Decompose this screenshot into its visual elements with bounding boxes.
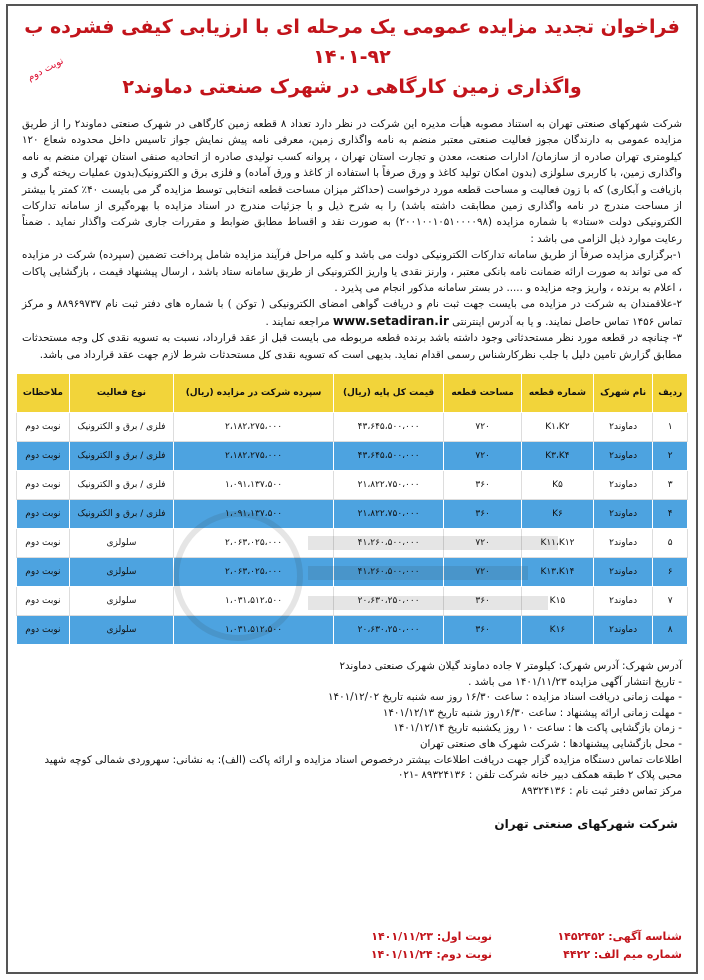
- detail-line: - مهلت زمانی ارائه پیشنهاد : ساعت ۱۶/۳۰روز شنبه تاریخ ۱۴۰۱/۱۲/۱۳: [382, 706, 682, 719]
- cell-base-price: ۲۰،۶۳۰،۲۵۰،۰۰۰: [334, 616, 444, 645]
- ad-meta: [22, 924, 682, 964]
- cell-notes: نوبت دوم: [17, 500, 70, 529]
- detail-line: مرکز تماس دفتر ثبت نام : ۸۹۳۲۴۱۳۶: [521, 784, 682, 797]
- table-row: [17, 442, 688, 471]
- table-header-row: [17, 374, 688, 413]
- header-base-price: قیمت کل پایه (ریال): [334, 374, 444, 413]
- cell-plot-no: K۱۱،K۱۲: [522, 529, 594, 558]
- cell-activity: سلولزی: [69, 529, 173, 558]
- cell-activity: سلولزی: [69, 616, 173, 645]
- cell-notes: نوبت دوم: [17, 442, 70, 471]
- cell-row-no: ۸: [653, 616, 688, 645]
- detail-line: - محل بازگشایی پیشنهادها : شرکت شهرک های صنعتی تهران: [420, 738, 682, 751]
- cell-plot-no: K۵: [522, 471, 594, 500]
- title-line-1: فراخوان تجدید مزایده عمومی یک مرحله ای با ارزیابی کیفی فشرده ب ۹۲-۱۴۰۱: [24, 16, 680, 68]
- condition-2: [22, 296, 682, 330]
- ad-second-run: نوبت دوم: ۱۴۰۱/۱۱/۲۴: [370, 948, 492, 961]
- condition-2-end: مراجعه نمایند .: [265, 315, 330, 328]
- cell-base-price: ۴۱،۲۶۰،۵۰۰،۰۰۰: [334, 558, 444, 587]
- cell-activity: فلزی / برق و الکترونیک: [69, 471, 173, 500]
- cell-deposit: ۱،۰۹۱،۱۳۷،۵۰۰: [174, 500, 334, 529]
- cell-plot-no: K۱،K۲: [522, 413, 594, 442]
- cell-area: ۳۶۰: [444, 616, 522, 645]
- cell-area: ۷۲۰: [444, 529, 522, 558]
- table-row: [17, 500, 688, 529]
- cell-deposit: ۲،۱۸۲،۲۷۵،۰۰۰: [174, 442, 334, 471]
- cell-base-price: ۴۳،۶۴۵،۵۰۰،۰۰۰: [334, 413, 444, 442]
- detail-line: - مهلت زمانی دریافت اسناد مزایده : ساعت ۱۶/۳۰ روز سه شنبه تاریخ ۱۴۰۱/۱۲/۰۲: [328, 691, 682, 704]
- cell-town: دماوند۲: [593, 500, 653, 529]
- cell-deposit: ۱،۰۳۱،۵۱۲،۵۰۰: [174, 587, 334, 616]
- ad-first-run: نوبت اول: ۱۴۰۱/۱۱/۲۳: [371, 930, 492, 943]
- cell-base-price: ۲۱،۸۲۲،۷۵۰،۰۰۰: [334, 500, 444, 529]
- cell-deposit: ۱،۰۳۱،۵۱۲،۵۰۰: [174, 616, 334, 645]
- plots-table: [16, 373, 688, 645]
- table-row: [17, 616, 688, 645]
- cell-plot-no: K۱۳،K۱۴: [522, 558, 594, 587]
- cell-deposit: ۲،۱۸۲،۲۷۵،۰۰۰: [174, 413, 334, 442]
- cell-town: دماوند۲: [593, 529, 653, 558]
- cell-area: ۳۶۰: [444, 471, 522, 500]
- cell-base-price: ۲۱،۸۲۲،۷۵۰،۰۰۰: [334, 471, 444, 500]
- cell-row-no: ۲: [653, 442, 688, 471]
- header-notes: ملاحظات: [17, 374, 70, 413]
- cell-base-price: ۴۱،۲۶۰،۵۰۰،۰۰۰: [334, 529, 444, 558]
- condition-2-start: ۲-علاقمندان به شرکت در مزایده می بایست جهت ثبت نام و دریافت گواهی امضای الکترونیکی ( توکن ) با شماره های دفتر ثبت نام ۸۸۹۶۹۷۳۷ و مرکز تماس ۱۴۵۶ تماس حاصل نمایند. و یا به آدرس اینترنتی: [22, 298, 682, 328]
- website-link[interactable]: www.setadiran.ir: [332, 313, 449, 328]
- cell-notes: نوبت دوم: [17, 471, 70, 500]
- detail-line: اطلاعات تماس دستگاه مزایده گزار جهت دریافت اطلاعات بیشتر درخصوص اسناد مزایده و ارائه پاکت (الف): به نشانی: سهروردی شمالی کوچه شهید محبی پلاک ۲ طبقه همکف دبیر خانه شرکت تلفن : ۸۹۳۲۴۱۳۶ -۰۲۱: [44, 753, 682, 782]
- cell-base-price: ۴۳،۶۴۵،۵۰۰،۰۰۰: [334, 442, 444, 471]
- details-section: [8, 659, 696, 799]
- cell-notes: نوبت دوم: [17, 587, 70, 616]
- detail-line: - زمان بازگشایی پاکت ها : ساعت ۱۰ روز یکشنبه تاریخ ۱۴۰۱/۱۲/۱۴: [393, 722, 682, 735]
- cell-notes: نوبت دوم: [17, 413, 70, 442]
- title-line-2: واگذاری زمین کارگاهی در شهرک صنعتی دماوند۲: [122, 76, 582, 98]
- header: [8, 12, 696, 102]
- table-row: [17, 471, 688, 500]
- ad-ids: [557, 928, 682, 964]
- announcement-body: [8, 116, 696, 363]
- second-run-badge: نوبت دوم: [25, 55, 66, 84]
- cell-plot-no: K۱۶: [522, 616, 594, 645]
- cell-row-no: ۴: [653, 500, 688, 529]
- cell-activity: فلزی / برق و الکترونیک: [69, 500, 173, 529]
- ad-id: شناسه آگهی: ۱۴۵۲۴۵۲: [557, 930, 682, 943]
- header-area: مساحت قطعه: [444, 374, 522, 413]
- cell-row-no: ۵: [653, 529, 688, 558]
- cell-town: دماوند۲: [593, 587, 653, 616]
- header-plot-no: شماره قطعه: [522, 374, 594, 413]
- detail-line: - تاریخ انتشار آگهی مزایده ۱۴۰۱/۱۱/۲۳ می باشد .: [468, 675, 682, 688]
- cell-town: دماوند۲: [593, 413, 653, 442]
- cell-town: دماوند۲: [593, 616, 653, 645]
- cell-notes: نوبت دوم: [17, 558, 70, 587]
- cell-town: دماوند۲: [593, 471, 653, 500]
- detail-line: آدرس شهرک: آدرس شهرک: کیلومتر ۷ جاده دماوند گیلان شهرک صنعتی دماوند۲: [339, 660, 682, 673]
- intro-paragraph: شرکت شهرکهای صنعتی تهران به استناد مصوبه هیأت مدیره این شرکت در نظر دارد تعداد ۸ قطعه زمین کارگاهی در شهرک صنعتی دماوند۲ را از طریق مزایده عمومی به دارندگان مجوز فعالیت صنعتی معتبر منضم به نامه واگذاری زمین، معرفی نامه پیش نمایش جواز تاسیس داخل محدوده شعاع ۱۲۰ کیلومتری تهران صادره از سازمان/ ادارات صنعت، معدن و تجارت استان تهران ، پروانه کسب تولیدی صادره از اتحادیه صنفی استان تهران منضم به نامه واگذاری زمین، با کاربری سلولزی (بدون امکان تولید کاغذ و ورق صرفاً با استفاده از کاغذ و ورق آماده) و فلزی برق و الکترونیک(بدون عملیات ریخته گری و بازیافت و آبکاری) که با زون فعالیت و مساحت قطعه مورد درخواست (حداکثر میزان مساحت قطعه انتخابی توسط مزایده گر می بایست ۴۰٪ کمتر یا بیشتر از مساحت مندرج در نامه واگذاری زمین مطابقت داشته باشد) را به شرح ذیل و با جزئیات مندرج در اسناد مزایده با بهره‌گیری از سامانه تدارکات الکترونیکی دولت «ستاد» با شماره مزایده (۲۰۰۱۰۰۱۰۵۱۰۰۰۰۹۸) به صورت نقد و اقساط مطابق ضوابط و مقررات جاری شرکت واگذار نماید . ضمناً رعایت موارد ذیل الزامی می باشد :: [22, 118, 682, 245]
- announcement-page: [6, 4, 698, 974]
- plots-table-wrapper: [16, 373, 688, 645]
- cell-activity: فلزی / برق و الکترونیک: [69, 413, 173, 442]
- cell-area: ۷۲۰: [444, 558, 522, 587]
- cell-notes: نوبت دوم: [17, 616, 70, 645]
- table-row: [17, 413, 688, 442]
- cell-area: ۳۶۰: [444, 587, 522, 616]
- cell-plot-no: K۶: [522, 500, 594, 529]
- condition-1: ۱-برگزاری مزایده صرفاً از طریق سامانه تدارکات الکترونیکی دولت می باشد و کلیه مراحل فرآیند مزایده شامل پرداخت تضمین (سپرده) شرکت در مزایده که می تواند به صورت ارائه ضمانت نامه بانکی معتبر ، وارنز نقدی یا واریز الکترونیکی از طریق سامانه ستاد باشد ، ارسال پیشنهاد قیمت ، بازگشایی پاکات ، اعلام به برنده ، واریز وجه مزایده و ..... در بستر سامانه مذکور انجام می پذیرد .: [22, 249, 682, 295]
- ad-permit: شماره میم الف: ۴۴۲۲: [563, 948, 682, 961]
- header-deposit: سپرده شرکت در مزایده (ریال): [174, 374, 334, 413]
- cell-deposit: ۱،۰۹۱،۱۳۷،۵۰۰: [174, 471, 334, 500]
- cell-row-no: ۱: [653, 413, 688, 442]
- cell-town: دماوند۲: [593, 558, 653, 587]
- cell-town: دماوند۲: [593, 442, 653, 471]
- company-signature: شرکت شهرکهای صنعتی تهران: [494, 817, 678, 832]
- header-town: نام شهرک: [593, 374, 653, 413]
- table-row: [17, 587, 688, 616]
- cell-row-no: ۷: [653, 587, 688, 616]
- cell-base-price: ۲۰،۶۳۰،۲۵۰،۰۰۰: [334, 587, 444, 616]
- cell-area: ۳۶۰: [444, 500, 522, 529]
- cell-area: ۷۲۰: [444, 413, 522, 442]
- cell-activity: فلزی / برق و الکترونیک: [69, 442, 173, 471]
- cell-notes: نوبت دوم: [17, 529, 70, 558]
- cell-deposit: ۲،۰۶۳،۰۲۵،۰۰۰: [174, 558, 334, 587]
- condition-3: ۳- چنانچه در قطعه مورد نظر مستحدثاتی وجود داشته باشد برنده قطعه مربوطه می بایست قبل از عقد قرارداد، نسبت به تسویه نقدی کل وجه مستحدثات مطابق گزارش تامین دلیل با جلب نظرکارشناس رسمی اقدام نماید. بدیهی است که تسویه نقدی کل مستحدثات شرط لازم جهت عقد قرارداد می باشد.: [22, 332, 682, 361]
- cell-plot-no: K۱۵: [522, 587, 594, 616]
- cell-row-no: ۳: [653, 471, 688, 500]
- cell-row-no: ۶: [653, 558, 688, 587]
- ad-runs: [371, 928, 492, 964]
- header-row-no: ردیف: [653, 374, 688, 413]
- cell-plot-no: K۳،K۴: [522, 442, 594, 471]
- cell-area: ۷۲۰: [444, 442, 522, 471]
- cell-activity: سلولزی: [69, 587, 173, 616]
- cell-deposit: ۲،۰۶۳،۰۲۵،۰۰۰: [174, 529, 334, 558]
- cell-activity: سلولزی: [69, 558, 173, 587]
- header-activity: نوع فعالیت: [69, 374, 173, 413]
- table-row: [17, 529, 688, 558]
- table-row: [17, 558, 688, 587]
